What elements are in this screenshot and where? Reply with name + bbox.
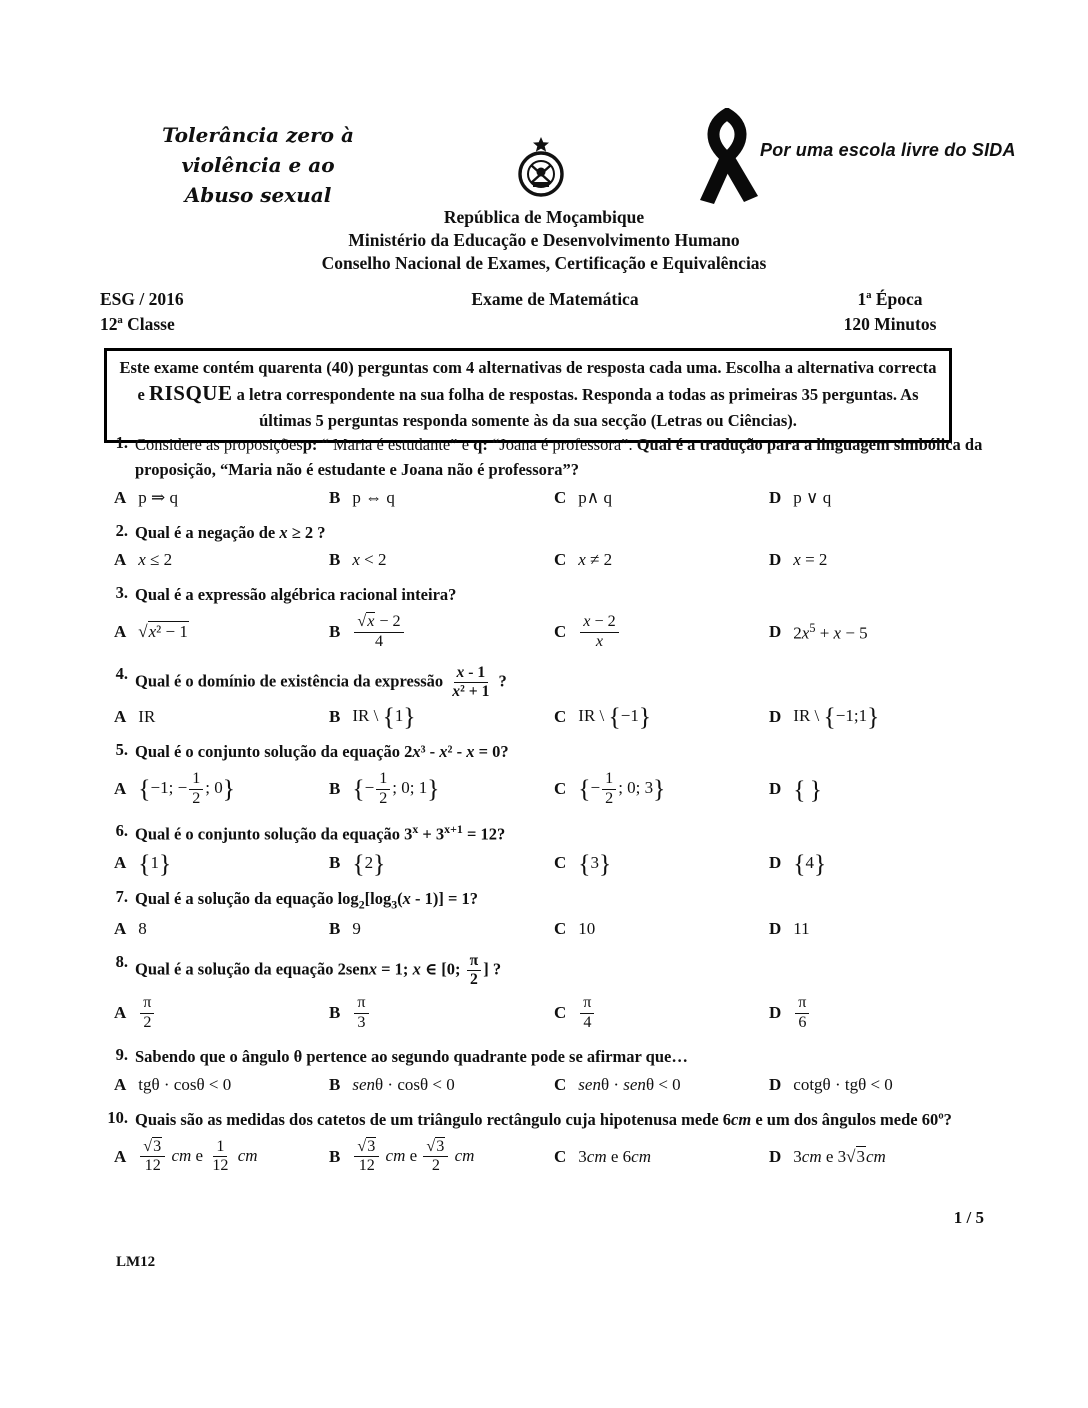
question-stem: Qual é o domínio de existência da expressão $\frac{x - 1}{\text{x² + 1}}$ ? [135,664,507,701]
question-4 [98,664,996,732]
option-5B [329,770,554,808]
option-2B [329,550,554,570]
question-number: 9. [115,1045,128,1065]
option-letter: C [554,622,567,642]
option-text: x ≠ 2 [578,550,613,570]
slogan [118,120,398,210]
option-text: 3cm e 6cm [578,1146,651,1166]
option-text: IR \ {−1;1} [793,702,880,732]
option-text: p∧ q [578,487,612,507]
question-stem: Qual é a solução da equação $\log_2[\log_3(x - 1)] = 1$? [135,888,479,912]
option-letter: B [329,622,341,642]
question-number: 3. [115,583,128,603]
option-text: {−1; − $\frac{1}{2}$ ; 0} [138,770,235,807]
question-options [98,848,996,878]
official-titles [0,206,1088,275]
option-text: p ∨ q [793,487,832,507]
instructions-box: Este exame contém quarenta (40) perguntas com 4 alternativas de resposta cada uma. Escolha a alternativa correcta e RISQUE a letra correspondente na sua folha de respostas. Responda a todas as primeiras 35 perguntas. As últimas 5 perguntas responda somente às da sua secção (Letras ou Ciências). [104,348,952,443]
option-7A [114,919,329,939]
exam-info-row [100,287,990,336]
option-text: IR \ {−1} [578,702,652,732]
option-letter: A [114,1003,127,1023]
question-number: 8. [115,952,128,972]
exam-epoch: 1ª Época [857,289,923,309]
question-options [98,1138,996,1176]
option-letter: C [554,779,567,799]
option-letter: D [769,550,782,570]
option-6A [114,848,329,878]
option-8A [114,994,329,1032]
document-code: LM12 [116,1254,156,1270]
option-letter: C [554,1146,567,1166]
question-10 [98,1108,996,1176]
option-text: {4} [793,848,827,878]
option-letter: D [769,1146,782,1166]
option-letter: C [554,487,567,507]
question-1 [98,433,996,508]
option-letter: A [114,706,127,726]
option-1D [769,488,996,508]
council-title: Conselho Nacional de Exames, Certificação e Equivalências [321,253,767,274]
option-2C [554,550,769,570]
option-text: {3} [578,848,612,878]
option-7B [329,919,554,939]
option-9D [769,1075,996,1095]
option-letter: B [329,1003,341,1023]
question-stem: Qual é a negação de x ≥ 2 ? [135,522,326,542]
ribbon-block [688,108,1016,213]
option-letter: D [769,622,782,642]
republic-title: República de Moçambique [443,207,645,227]
option-8D [769,994,996,1032]
option-9A [114,1075,329,1095]
option-8C [554,994,769,1032]
option-6D [769,848,996,878]
option-text: $\frac{√3}{12}$ cm e $\frac{√3}{2}$ cm [352,1138,474,1176]
question-stem: Sabendo que o ângulo θ pertence ao segundo quadrante pode se afirmar que… [135,1047,688,1067]
slogan-line2: Abuso sexual [184,183,332,207]
aids-ribbon-icon [688,108,766,213]
option-text: $\frac{x - 2}{x}$ [578,613,620,651]
option-letter: A [114,1146,127,1166]
option-text: 9 [352,919,361,939]
option-text: tgθ · cosθ < 0 [138,1074,232,1094]
option-text: 10 [578,919,596,939]
option-2A [114,550,329,570]
option-letter: B [329,919,341,939]
question-options [98,702,996,732]
exam-title: Exame de Matemática [471,289,639,309]
option-text: $2x^5 + x - 5$ [793,620,868,643]
option-text: 3cm e 3√3cm [793,1146,886,1166]
option-3B [329,613,554,651]
option-letter: D [769,853,782,873]
question-9 [98,1045,996,1095]
slogan-line1: Tolerância zero à violência e ao [162,123,354,177]
question-7 [98,887,996,939]
exam-duration: 120 Minutos [843,313,937,334]
option-text: x = 2 [793,550,828,570]
question-number: 10. [107,1107,128,1127]
option-letter: A [114,1074,127,1094]
option-letter: C [554,1003,567,1023]
option-10B [329,1138,554,1176]
option-text: { } [793,774,823,804]
option-text: {− $\frac{1}{2}$ ; 0; 3} [578,770,666,807]
ribbon-motto: Por uma escola livre do SIDA [760,140,1016,160]
option-text: IR [138,706,156,726]
option-letter: D [769,1003,782,1023]
ministry-title: Ministério da Educação e Desenvolvimento Humano [348,230,740,251]
option-text: {1} [138,848,172,878]
option-letter: B [329,706,341,726]
option-1A [114,488,329,508]
option-4A [114,707,329,727]
option-letter: B [329,853,341,873]
option-7D [769,919,996,939]
exam-grade: 12ª Classe [100,313,175,334]
option-6C [554,848,769,878]
option-letter: A [114,919,127,939]
option-text: 11 [793,919,810,939]
option-letter: A [114,550,127,570]
option-text: cotgθ · tgθ < 0 [793,1074,893,1094]
option-4C [554,702,769,732]
option-letter: A [114,487,127,507]
question-stem: Considere as proposiçõesp: “ Maria é estudante” e q: “Joana é professora”. Qual é a tradução para a linguagem simbólica da proposição, “Maria não é estudante e Joana não é professora”? [135,435,983,479]
exam-info-left [100,287,320,336]
option-7C [554,919,769,939]
option-letter: D [769,487,782,507]
option-text: p ⇔ q [352,487,395,507]
option-10C [554,1147,769,1167]
option-letter: D [769,1074,782,1094]
question-options [98,550,996,570]
option-5C [554,770,769,808]
question-stem: Qual é o conjunto solução da equação $3^x + 3^{x+1} = 12$? [135,822,506,844]
option-text: 8 [138,919,147,939]
option-letter: D [769,779,782,799]
question-5 [98,740,996,808]
question-number: 4. [115,664,128,684]
option-letter: C [554,550,567,570]
question-3 [98,583,996,651]
option-text: $\frac{√x - 2}{4}$ [352,613,405,651]
option-letter: B [329,1146,341,1166]
option-text: {2} [352,848,386,878]
option-text: √x² − 1 [138,622,188,642]
option-5A [114,770,329,808]
question-options [98,1075,996,1095]
page-number: 1 / 5 [953,1208,984,1227]
option-9C [554,1075,769,1095]
option-text: $\frac{\pi}{6}$ [793,994,811,1032]
question-8 [98,952,996,1032]
option-letter: A [114,853,127,873]
option-letter: D [769,706,782,726]
question-stem: Qual é o conjunto solução da equação 2x³ - x² - x = 0? [135,742,509,762]
option-text: {− $\frac{1}{2}$ ; 0; 1} [352,770,440,807]
option-letter: A [114,779,127,799]
question-stem: Quais são as medidas dos catetos de um triângulo rectângulo cuja hipotenusa mede 6cm e um dos ângulos mede 60º? [135,1109,952,1129]
option-text: $\frac{\pi}{2}$ [138,994,156,1032]
question-options [98,770,996,808]
option-4B [329,702,554,732]
option-letter: D [769,919,782,939]
question-number: 2. [115,520,128,540]
option-1B [329,488,554,508]
question-stem: Qual é a solução da equação 2senx = 1; x ∈ [0; $\frac{\pi}{2}$ ] ? [135,952,502,989]
question-options [98,613,996,651]
option-text: x < 2 [352,550,387,570]
option-letter: B [329,779,341,799]
option-3A [114,622,329,642]
exam-program: ESG / 2016 [100,289,184,309]
option-5D [769,774,996,804]
option-letter: C [554,706,567,726]
option-letter: C [554,919,567,939]
question-number: 6. [115,821,128,841]
option-text: $\frac{√3}{12}$ cm e $\frac{1}{12}$ cm [138,1138,257,1176]
option-letter: B [329,487,341,507]
option-1C [554,488,769,508]
option-letter: A [114,622,127,642]
question-options [98,919,996,939]
question-2 [98,521,996,571]
option-3D [769,621,996,644]
option-letter: B [329,550,341,570]
option-text: $\frac{\pi}{3}$ [352,994,370,1032]
question-stem: Qual é a expressão algébrica racional inteira? [135,585,457,605]
option-text: p ⇒ q [138,487,179,507]
question-number: 5. [115,740,128,760]
option-letter: B [329,1074,341,1094]
option-8B [329,994,554,1032]
option-letter: C [554,1074,567,1094]
question-number: 1. [115,433,128,452]
question-6 [98,821,996,878]
option-text: senθ · senθ < 0 [578,1074,681,1094]
option-4D [769,702,996,732]
questions [98,433,996,1189]
question-options [98,488,996,508]
option-text: $\frac{\pi}{4}$ [578,994,596,1032]
exam-info-right [790,287,990,336]
option-3C [554,613,769,651]
question-options [98,994,996,1032]
option-10A [114,1138,329,1176]
option-text: senθ · cosθ < 0 [352,1074,455,1094]
option-2D [769,550,996,570]
option-text: x ≤ 2 [138,550,173,570]
option-letter: C [554,853,567,873]
question-number: 7. [115,886,128,906]
mozambique-emblem-icon [512,136,570,207]
option-10D [769,1147,996,1167]
option-text: IR \ {1} [352,702,416,732]
option-9B [329,1075,554,1095]
option-6B [329,848,554,878]
